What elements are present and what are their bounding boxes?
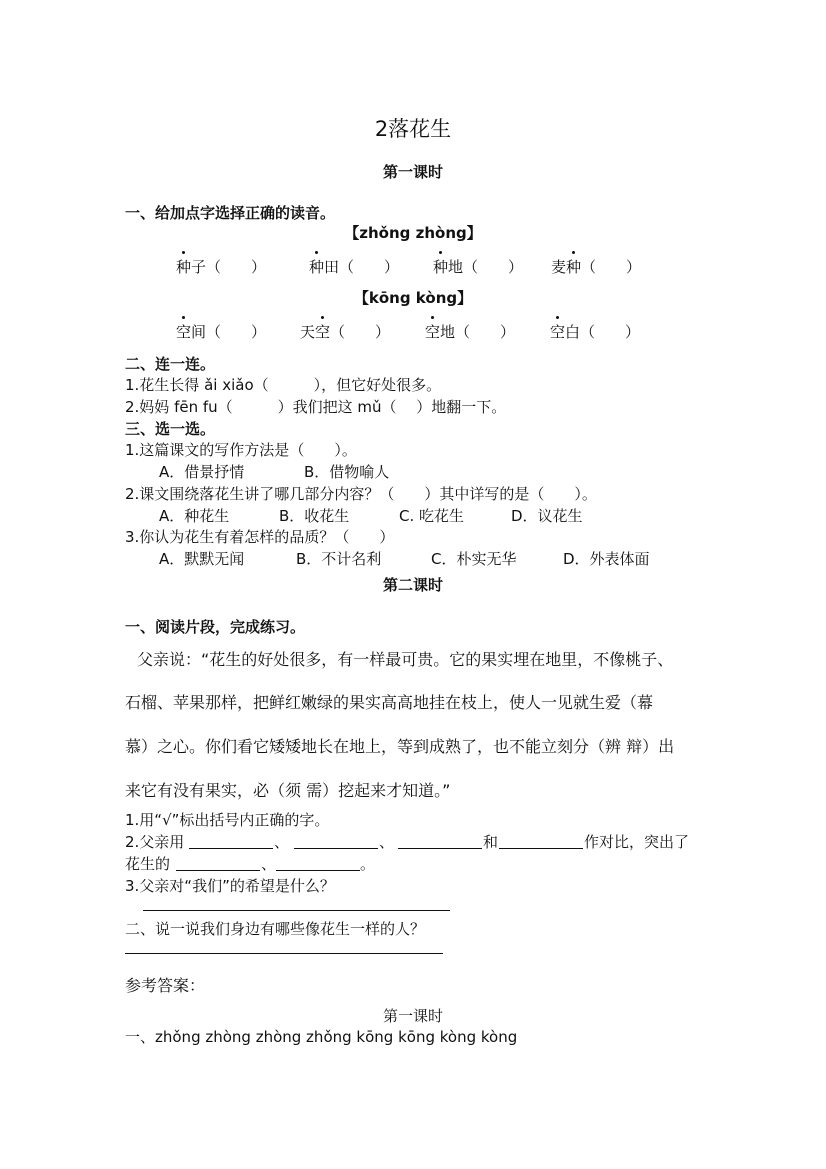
- l2-q2-end: 作对比，突出了: [584, 833, 690, 851]
- choice-item: [551, 256, 641, 277]
- choice-item: [176, 256, 266, 277]
- choice-lead: 麦: [551, 258, 567, 276]
- choice-rest: 白（ ）: [565, 323, 641, 341]
- answer-blank[interactable]: [398, 848, 482, 849]
- page-title: 2落花生: [374, 117, 452, 141]
- choice-rest: 地（ ）: [448, 258, 524, 276]
- l1-s3-title: 三、选一选。: [125, 420, 216, 438]
- answer-blank[interactable]: [499, 848, 583, 849]
- l1-s2-title: 二、连一连。: [125, 355, 216, 373]
- choice-rest: （ ）: [581, 258, 642, 276]
- q2-stem: 2.课文围绕落花生讲了哪几部分内容？（ ）其中详写的是（ ）。: [125, 485, 597, 503]
- choice-lead: 天: [300, 323, 316, 341]
- answers-heading: 第一课时: [382, 1007, 443, 1025]
- choice-item: [433, 256, 523, 277]
- q2-option-d: D．议花生: [511, 507, 583, 525]
- q1-stem: 1.这篇课文的写作方法是（ ）。: [125, 441, 357, 459]
- choice-rest: 地（ ）: [440, 323, 516, 341]
- answer-blank[interactable]: [176, 870, 260, 871]
- q1-option-a: A．借景抒情: [159, 463, 245, 481]
- pinyin-group-2: 【kōng kòng】: [353, 289, 473, 307]
- choice-rest: 田（ ）: [324, 258, 400, 276]
- choice-item: [425, 321, 515, 342]
- lesson1-heading: 第一课时: [382, 163, 443, 181]
- l2-q2-sep: 、: [274, 833, 290, 851]
- l2-s2-title: 二、说一说我们身边有哪些像花生一样的人？: [125, 920, 426, 938]
- q3-option-a: A．默默无闻: [159, 550, 245, 568]
- l2-q2-end2: 。: [360, 855, 376, 873]
- l1-s2-line2: 2.妈妈 fēn fu（ ）我们把这 mǔ（ ）地翻一下。: [125, 398, 507, 416]
- answer-blank[interactable]: [276, 870, 360, 871]
- q3-stem: 3.你认为花生有着怎样的品质？（ ）: [125, 528, 395, 546]
- l2-q1: 1.用“√”标出括号内正确的字。: [125, 811, 330, 829]
- q3-option-b: B．不计名利: [296, 550, 382, 568]
- answer-line[interactable]: [125, 953, 443, 954]
- dotted-char: 种: [433, 258, 449, 276]
- passage-line-2: 石榴、苹果那样，把鲜红嫩绿的果实高高地挂在枝上，使人一见就生爱（幕: [125, 693, 654, 712]
- q2-option-c: C. 吃花生: [399, 507, 465, 525]
- dotted-char: 空: [315, 323, 331, 341]
- lesson2-heading: 第二课时: [382, 576, 443, 594]
- l2-q2-part1: 2.父亲用: [125, 833, 185, 851]
- q2-option-b: B．收花生: [279, 507, 350, 525]
- l1-s1-title: 一、给加点字选择正确的读音。: [125, 204, 336, 222]
- l2-s1-title: 一、阅读片段，完成练习。: [125, 618, 306, 636]
- dotted-char: 种: [309, 258, 325, 276]
- answer-blank[interactable]: [189, 848, 273, 849]
- q3-option-c: C．朴实无华: [431, 550, 517, 568]
- l2-q2-sep: 、: [379, 833, 395, 851]
- answer-blank[interactable]: [294, 848, 378, 849]
- l2-q2-and: 和: [483, 833, 499, 851]
- answer-line-1: 一、zhǒng zhòng zhòng zhǒng kōng kōng kòng kòng: [125, 1028, 518, 1046]
- passage-line-3: 慕）之心。你们看它矮矮地长在地上，等到成熟了，也不能立刻分（辨 辩）出: [125, 737, 675, 756]
- l2-q3: 3.父亲对“我们”的希望是什么？: [125, 877, 335, 895]
- l1-s2-line1: 1.花生长得 ǎi xiǎo（ ），但它好处很多。: [125, 376, 442, 394]
- passage-line-1: 父亲说：“花生的好处很多，有一样最可贵。它的果实埋在地里，不像桃子、: [137, 650, 674, 669]
- choice-item: [550, 321, 640, 342]
- answers-title: 参考答案：: [125, 976, 206, 995]
- choice-rest: 间（ ）: [191, 323, 267, 341]
- dotted-char: 种: [566, 258, 582, 276]
- pinyin-group-1: 【zhǒng zhòng】: [344, 224, 482, 242]
- answer-line[interactable]: [143, 910, 450, 911]
- passage-line-4: 来它有没有果实，必（须 需）挖起来才知道。”: [125, 781, 451, 800]
- choice-item: [300, 321, 390, 342]
- dotted-char: 空: [176, 323, 192, 341]
- l2-q2-sep: 、: [261, 855, 277, 873]
- dotted-char: 种: [176, 258, 192, 276]
- q2-option-a: A．种花生: [159, 507, 230, 525]
- choice-rest: 子（ ）: [191, 258, 267, 276]
- q1-option-b: B．借物喻人: [304, 463, 390, 481]
- q3-option-d: D．外表体面: [563, 550, 650, 568]
- choice-item: [176, 321, 266, 342]
- l2-q2-part2: 花生的: [125, 855, 171, 873]
- dotted-char: 空: [550, 323, 566, 341]
- dotted-char: 空: [425, 323, 441, 341]
- choice-rest: （ ）: [330, 323, 391, 341]
- choice-item: [309, 256, 399, 277]
